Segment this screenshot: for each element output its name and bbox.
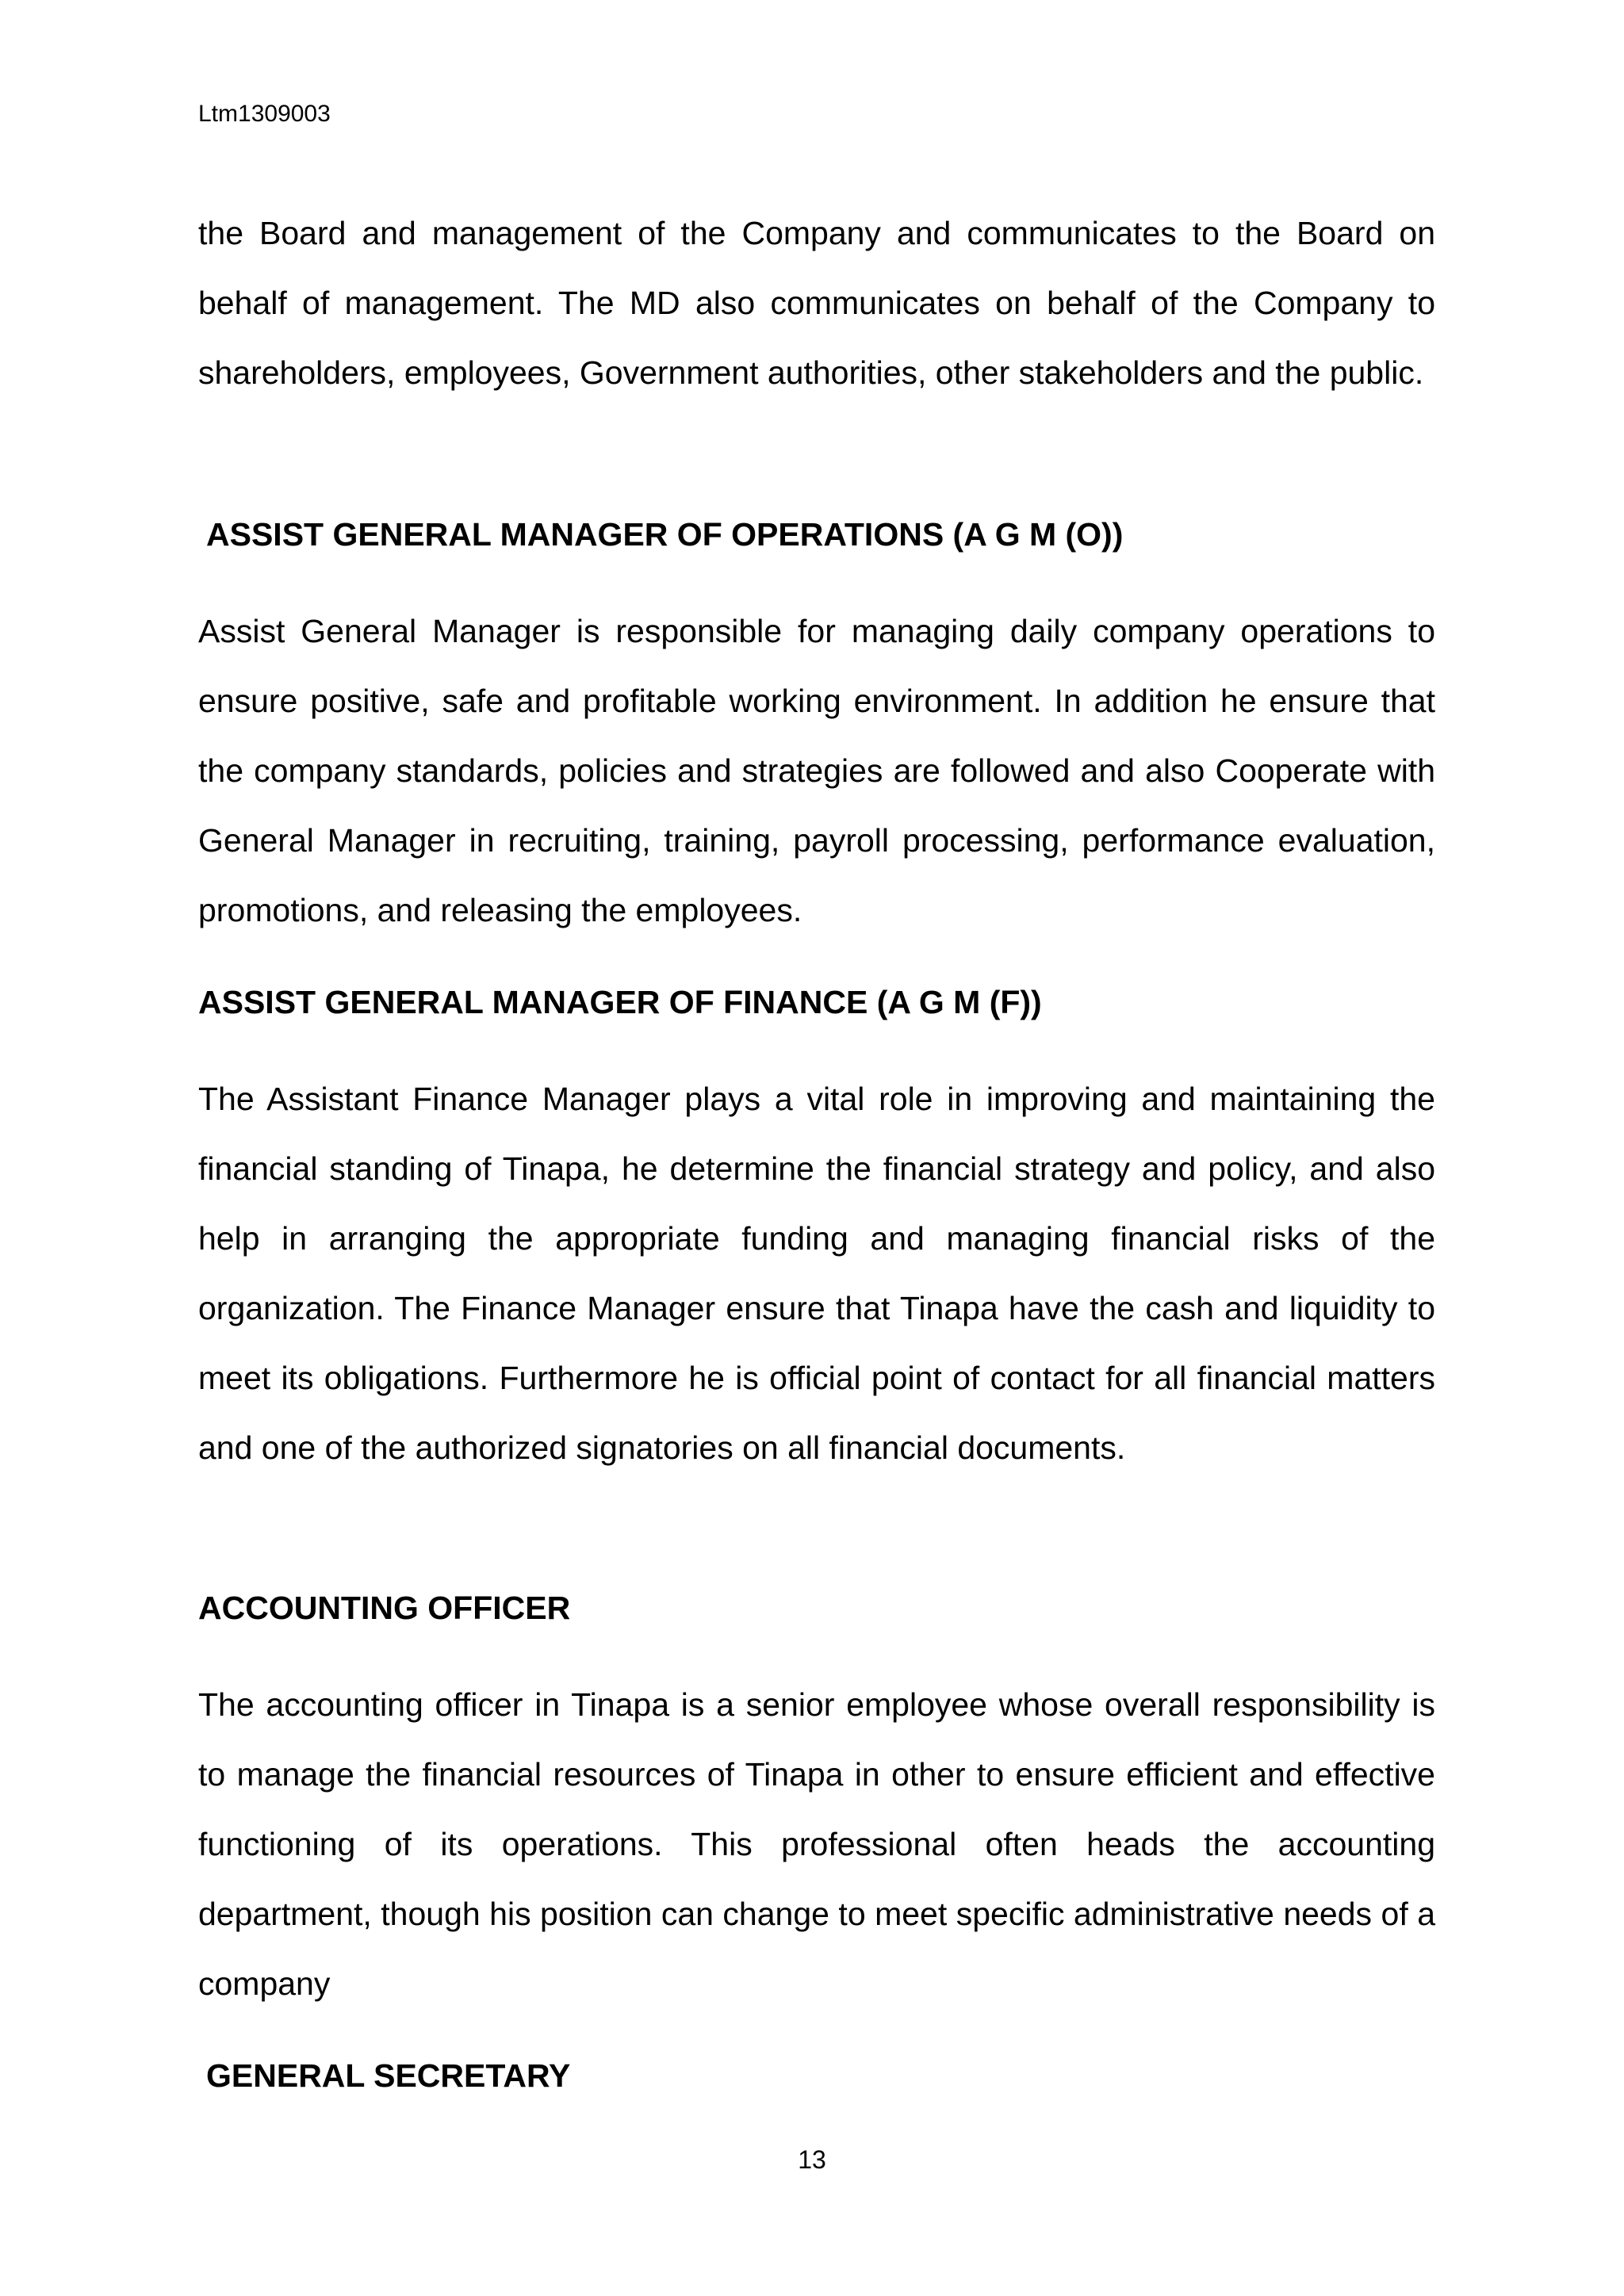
accounting-officer-body: The accounting officer in Tinapa is a senior employee whose overall responsibility is to manage the financial resources of Tinapa in other to ensure efficient and effective functioning of its operations. This professional often heads the accounting department, though his position can change to meet specific administrative needs of a company: [198, 1686, 1435, 2002]
agm-finance-heading: ASSIST GENERAL MANAGER OF FINANCE (A G M (F)): [198, 984, 1042, 1020]
agm-operations-body: Assist General Manager is responsible for managing daily company operations to ensure positive, safe and profitable working environment. In addition he ensure that the company standards, policies and strategies are followed and also Cooperate with General Manager in recruiting, training, payroll processing, performance evaluation, promotions, and releasing the employees.: [198, 613, 1435, 928]
agm-finance-body: The Assistant Finance Manager plays a vital role in improving and maintaining the financial standing of Tinapa, he determine the financial strategy and policy, and also help in arranging the appropriate funding and managing financial risks of the organization. The Finance Manager ensure that Tinapa have the cash and liquidity to meet its obligations. Furthermore he is official point of contact for all financial matters and one of the authorized signatories on all financial documents.: [198, 1081, 1435, 1466]
agm-operations-heading: ASSIST GENERAL MANAGER OF OPERATIONS (A G M (O)): [206, 516, 1124, 553]
intro-paragraph: the Board and management of the Company and communicates to the Board on behalf of management. The MD also communicates on behalf of the Company to shareholders, employees, Government authorities, other stakeholders and the public.: [198, 215, 1435, 391]
general-secretary-heading: GENERAL SECRETARY: [206, 2057, 571, 2094]
accounting-officer-heading: ACCOUNTING OFFICER: [198, 1590, 571, 1626]
page-number: 13: [798, 2145, 826, 2174]
document-id: Ltm1309003: [198, 101, 331, 127]
